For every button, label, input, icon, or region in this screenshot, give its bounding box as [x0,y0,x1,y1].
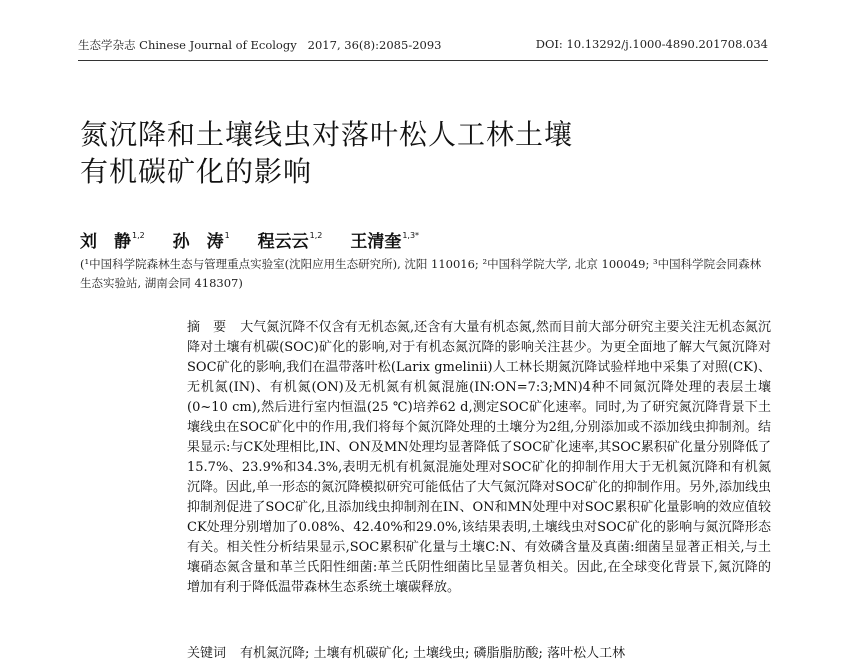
citation: 2017, 36(8):2085-2093 [307,38,442,52]
abstract-label: 摘 要 [187,320,227,335]
abstract-text: 大气氮沉降不仅含有无机态氮,还含有大量有机态氮,然而目前大部分研究主要关注无机态氮沉降对土壤有机碳(SOC)矿化的影响,对于有机态氮沉降的影响关注甚少。为更全面地了解大气氮沉降对SOC矿化的影响,我们在温带落叶松(Larix gmelinii)人工林长期氮沉降试验样地中采集了对照(CK)、无机氮(IN)、有机氮(ON)及无机氮有机氮混施(IN:ON=7:3;MN)4种不同氮沉降处理的表层土壤(0~10 cm),然后进行室内恒温(25 ℃)培养62 d,测定SOC矿化速率。同时,为了研究氮沉降背景下土壤线虫在SOC矿化中的作用,我们将每个氮沉降处理的土壤分为2组,分别添加或不添加线虫抑制剂。结果显示:与CK处理相比,IN、ON及MN处理均显著降低了SOC矿化速率,其SOC累积矿化量分别降低了15.7%、23.9%和34.3%,表明无机有机氮混施处理对SOC矿化的抑制作用大于无机氮沉降和有机氮沉降。因此,单一形态的氮沉降模拟研究可能低估了大气氮沉降对SOC矿化的抑制作用。另外,添加线虫抑制剂促进了SOC矿化,且添加线虫抑制剂在IN、ON和MN处理中对SOC累积矿化量影响的效应值较CK处理分别增加了0.08%、42.40%和29.0%,该结果表明,土壤线虫对SOC矿化的影响与氮沉降形态有关。相关性分析结果显示,SOC累积矿化量与土壤C:N、有效磷含量及真菌:细菌呈显著正相关,与土壤硝态氮含量和革兰氏阳性细菌:革兰氏阴性细菌比呈显著负相关。因此,在全球变化背景下,氮沉降的增加有利于降低温带森林生态系统土壤碳释放。 [187,320,771,595]
author: 王清奎$^{1,3*}$ [350,231,420,252]
journal-citation [78,37,441,53]
affiliations: (¹中国科学院森林生态与管理重点实验室(沈阳应用生态研究所), 沈阳 110016; ²中国科学院大学, 北京 100049; ³中国科学院会同森林生态实验站, 湖南会同 418307) [80,257,762,290]
author-list [80,227,760,252]
title-line-1: 氮沉降和土壤线虫对落叶松人工林土壤 [80,118,574,151]
header-rule [78,60,768,61]
keywords-text: 有机氮沉降; 土壤有机碳矿化; 土壤线虫; 磷脂脂肪酸; 落叶松人工林 [240,646,626,661]
author: 孙 涛$^1$ [172,231,230,252]
author: 程云云$^{1,2}$ [257,231,323,252]
keywords-label: 关键词 [187,646,227,661]
keywords [187,644,771,664]
journal-name: 生态学杂志 Chinese Journal of Ecology [78,38,297,52]
paper-title [80,116,760,190]
author: 刘 静$^{1,2}$ [80,231,145,252]
doi: DOI: 10.13292/j.1000-4890.201708.034 [535,37,768,51]
abstract [187,318,771,598]
title-line-2: 有机碳矿化的影响 [80,155,313,188]
